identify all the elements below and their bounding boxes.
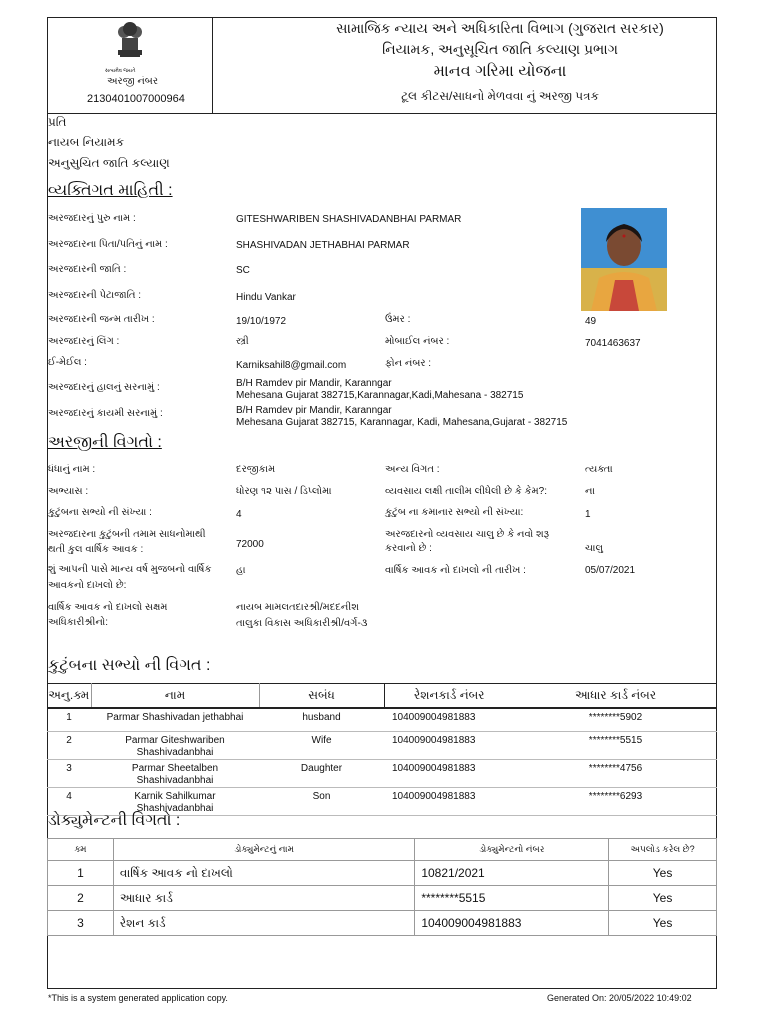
family-ration: 104009004981883	[384, 760, 514, 788]
family-table	[47, 683, 717, 816]
family-sr: 1	[47, 708, 91, 732]
certificate-date-value: 05/07/2021	[585, 565, 636, 576]
applicant-photo-image	[581, 208, 667, 311]
doc-number: ********5515	[415, 886, 609, 911]
application-section-title: અરજીની વિગતો :	[48, 434, 162, 451]
family-name-line2: Shashivadanbhai	[136, 747, 214, 758]
email-value: Karniksahil8@gmail.com	[236, 360, 347, 371]
certificate-date-label: વાર્ષિક આવક નો દાખલો ની તારીખ :	[385, 565, 526, 576]
family-relation: husband	[259, 708, 384, 732]
department-title: સામાજિક ન્યાય અને અધિકારિતા વિભાગ (ગુજરાત સરકાર)	[336, 20, 664, 36]
family-aadhaar: ********5515	[514, 732, 717, 760]
earning-members-value: 1	[585, 509, 591, 520]
phone-label: ફોન નંબર :	[385, 358, 432, 369]
dob-label: અરજદારની જન્મ તારીખ :	[48, 314, 155, 325]
training-label: વ્યવસાય લક્ષી તાલીમ લીધેલી છે કે કેમ?:	[385, 486, 547, 497]
header-bottom-line	[47, 113, 717, 114]
family-aadhaar: ********5902	[514, 708, 717, 732]
doc-col-sr: ક્મ	[48, 839, 114, 861]
family-relation: Son	[259, 788, 384, 816]
footer-note: *This is a system generated application copy.	[48, 993, 228, 1003]
doc-uploaded: Yes	[609, 886, 717, 911]
doc-col-number: ડોક્યુમેન્ટનો નંબર	[415, 839, 609, 861]
family-col-ration: રેશનકાર્ડ નંબર	[384, 684, 514, 708]
family-sr: 3	[47, 760, 91, 788]
family-name-line1: Karnik Sahilkumar	[134, 791, 216, 802]
table-row	[48, 911, 717, 936]
name-label: અરજદારનું પુરુ નામ :	[48, 213, 136, 224]
table-row	[47, 760, 717, 788]
other-detail-label: અન્ય વિગત :	[385, 464, 440, 475]
business-status-label-line2: કરવાનો છે :	[385, 543, 432, 554]
documents-section-title: ડોક્યુમેન્ટની વિગતો :	[48, 812, 181, 829]
gender-label: અરજદારનું લિંગ :	[48, 336, 120, 347]
addressee-title: નાયબ નિયામક	[48, 135, 125, 149]
business-status-value: ચાલુ	[585, 543, 604, 554]
email-label: ઈ-મેઈલ :	[48, 357, 87, 368]
occupation-value: દરજીકામ	[236, 464, 276, 475]
doc-col-name: ડોક્યુમેન્ટનું નામ	[113, 839, 414, 861]
family-name-line2: Shashivadanbhai	[136, 803, 214, 814]
caste-label: અરજદારની જાતિ :	[48, 264, 127, 275]
emblem-caption: સત્યમેવ જયતે	[105, 68, 136, 74]
family-col-relation: સબંધ	[259, 684, 384, 708]
family-col-name: નામ	[91, 684, 259, 708]
addressee-office: અનુસુચિત જાતિ કલ્યાણ	[48, 156, 170, 170]
permanent-address-label: અરજદારનું કાયમી સરનામું :	[48, 408, 163, 419]
annual-income-label-line2: થતી કુલ વાર્ષિક આવક :	[48, 544, 144, 555]
generated-timestamp: Generated On: 20/05/2022 10:49:02	[547, 993, 692, 1003]
family-name-line1: Parmar Sheetalben	[131, 763, 219, 774]
permanent-address-line1: B/H Ramdev pir Mandir, Karanngar	[236, 405, 392, 416]
doc-name: રેશન કાર્ડ	[113, 911, 414, 936]
age-value: 49	[585, 316, 597, 327]
family-name	[91, 760, 259, 788]
caste-value: SC	[236, 265, 250, 276]
training-value: ના	[585, 486, 595, 497]
division-title: નિયામક, અનુસૂચિત જાતિ કલ્યાણ પ્રભાગ	[382, 41, 618, 57]
doc-number: 104009004981883	[415, 911, 609, 936]
family-sr: 4	[47, 788, 91, 816]
authority-label-line1: વાર્ષિક આવક નો દાખલો સક્ષમ	[48, 602, 168, 613]
family-section-title: કુટુંબના સભ્યો ની વિગત :	[48, 657, 211, 674]
personal-section-title: વ્યક્તિગત માહિતી :	[48, 182, 173, 199]
family-aadhaar: ********6293	[514, 788, 717, 816]
other-detail-value: ત્યક્તા	[585, 464, 613, 475]
doc-sr: 1	[48, 861, 114, 886]
family-ration: 104009004981883	[384, 732, 514, 760]
doc-name: વાર્ષિક આવક નો દાખલો	[113, 861, 414, 886]
state-emblem-icon	[110, 20, 150, 68]
form-title: ટૂલ કીટસ/સાધનો મેળવવા નું અરજી પત્રક	[401, 89, 599, 103]
table-row	[47, 732, 717, 760]
family-relation: Wife	[259, 732, 384, 760]
earning-members-label: કુટુંબ ના કમાનાર સભ્યો ની સંખ્યા:	[385, 507, 524, 518]
authority-label-line2: અધિકારીશ્રીનો:	[48, 617, 109, 628]
family-col-sr: અનુ.ક્મ	[47, 684, 91, 708]
family-count-value: 4	[236, 509, 242, 520]
family-relation: Daughter	[259, 760, 384, 788]
family-aadhaar: ********4756	[514, 760, 717, 788]
application-number: 2130401007000964	[87, 93, 185, 105]
doc-name: આધાર કાર્ડ	[113, 886, 414, 911]
name-value: GITESHWARIBEN SHASHIVADANBHAI PARMAR	[236, 214, 462, 225]
family-name	[91, 708, 259, 732]
authority-value-line2: તાલુકા વિકાસ અધિકારીશ્રી/વર્ગ-૩	[236, 618, 368, 629]
family-ration: 104009004981883	[384, 708, 514, 732]
table-row	[48, 886, 717, 911]
education-value: ધોરણ ૧૨ પાસ / ડિપ્લોમા	[236, 486, 332, 497]
age-label: ઉંમર :	[385, 314, 411, 325]
current-address-line2: Mehesana Gujarat 382715,Karannagar,Kadi,Mahesana - 382715	[236, 390, 524, 401]
application-number-label: અરજી નંબર	[107, 76, 159, 87]
doc-sr: 2	[48, 886, 114, 911]
doc-uploaded: Yes	[609, 911, 717, 936]
annual-income-value: 72000	[236, 539, 264, 550]
education-label: અભ્યાસ :	[48, 486, 89, 497]
family-col-aadhaar: આધાર કાર્ડ નંબર	[514, 684, 717, 708]
family-name-line1: Parmar Giteshwariben	[125, 735, 225, 746]
doc-number: 10821/2021	[415, 861, 609, 886]
scheme-title: માનવ ગરિમા યોજના	[433, 63, 567, 80]
doc-uploaded: Yes	[609, 861, 717, 886]
table-row	[48, 861, 717, 886]
doc-sr: 3	[48, 911, 114, 936]
family-ration: 104009004981883	[384, 788, 514, 816]
gender-value: સ્ત્રી	[236, 336, 249, 347]
family-name-line1: Parmar Shashivadan jethabhai	[106, 711, 244, 723]
annual-income-label-line1: અરજદારના કુટુંબની તમામ સાધનોમાથી	[48, 529, 206, 540]
family-name	[91, 732, 259, 760]
doc-col-uploaded: અપલોડ કરેલ છે?	[609, 839, 717, 861]
income-certificate-question-line1: શું આપની પાસે માન્ય વર્ષ મુજબનો વાર્ષિક	[48, 564, 212, 575]
dob-value: 19/10/1972	[236, 316, 287, 327]
income-certificate-question-line2: આવકનો દાખલો છે:	[48, 580, 127, 591]
header-divider	[212, 17, 213, 113]
current-address-label: અરજદારનું હાલનું સરનામું :	[48, 382, 160, 393]
family-sr: 2	[47, 732, 91, 760]
business-status-label-line1: અરજદારનો વ્યવસાય ચાલુ છે કે નવો શરૂ	[385, 529, 550, 540]
father-label: અરજદારના પિતા/પતિનું નામ :	[48, 239, 168, 250]
family-count-label: કુટુંબના સભ્યો ની સંખ્યા :	[48, 507, 152, 518]
mobile-value: 7041463637	[585, 338, 641, 349]
mobile-label: મોબાઈલ નંબર :	[385, 336, 450, 347]
table-row	[47, 708, 717, 732]
subcaste-label: અરજદારની પેટાજાતિ :	[48, 290, 142, 301]
occupation-label: ધંધાનું નામ :	[48, 464, 96, 475]
father-value: SHASHIVADAN JETHABHAI PARMAR	[236, 240, 410, 251]
permanent-address-line2: Mehesana Gujarat 382715, Karannagar, Kadi, Mahesana,Gujarat - 382715	[236, 417, 568, 428]
authority-value-line1: નાયબ મામલતદારશ્રી/મદદનીશ	[236, 602, 359, 613]
income-certificate-answer: હા	[236, 565, 246, 576]
addressee-to: પ્રતિ	[48, 115, 67, 129]
current-address-line1: B/H Ramdev pir Mandir, Karanngar	[236, 378, 392, 389]
subcaste-value: Hindu Vankar	[236, 292, 296, 303]
documents-table	[47, 838, 717, 936]
applicant-photo	[581, 208, 667, 311]
family-name-line2: Shashivadanbhai	[136, 775, 214, 786]
